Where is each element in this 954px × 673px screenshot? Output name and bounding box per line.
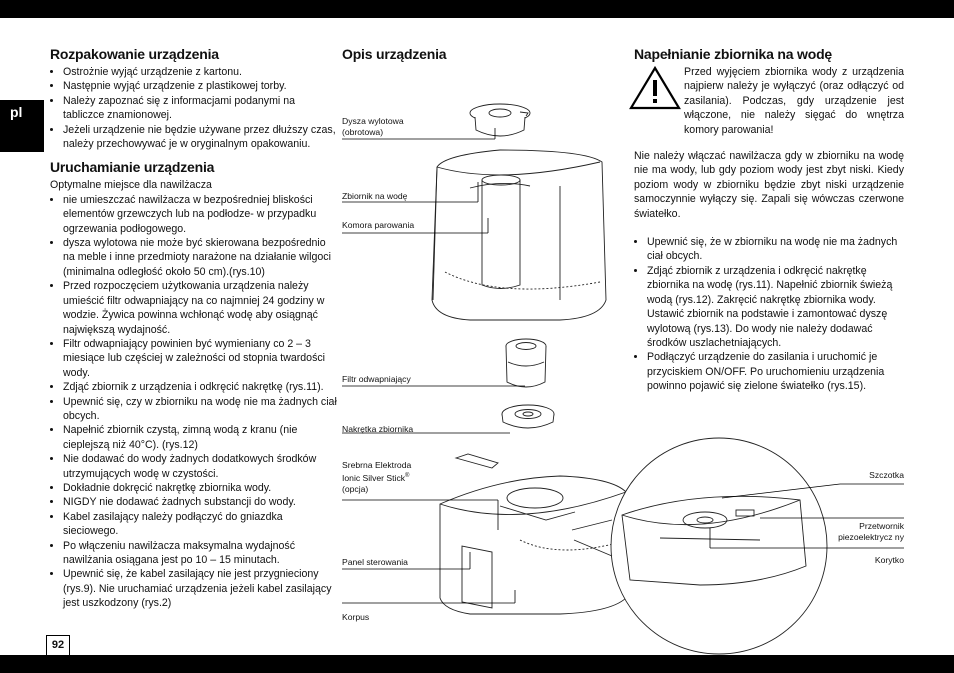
label-piezo-line2: piezoelektrycz ny — [838, 532, 904, 542]
section-title-startup: Uruchamianie urządzenia — [50, 159, 215, 176]
filter-drawing — [506, 339, 546, 387]
list-item: • Nie dodawać do wody żadnych dodatkowych środków utrzymujących wodę w czystości. — [63, 452, 337, 481]
label-piezo-line1: Przetwornik — [859, 521, 904, 531]
list-item: • Upewnić się, czy w zbiorniku na wodę nie ma żadnych ciał obcych. — [63, 395, 337, 424]
label-electrode-reg: ® — [405, 473, 410, 479]
list-item: • dysza wylotowa nie może być skierowana bezpośrednio na meble i inne przedmioty narażone na działanie wilgoci (minimalna odległość około 50 cm).(rys.10) — [63, 236, 337, 279]
list-item: • Należy zapoznać się z informacjami podanymi na tabliczce znamionowej. — [63, 94, 337, 123]
list-item: • Następnie wyjąć urządzenie z plastikowej torby. — [63, 79, 337, 93]
bottom-band — [0, 655, 954, 673]
warning-text: Przed wyjęciem zbiornika wody z urządzenia najpierw należy je wyłączyć (oraz odłączyć od zasilania). Podczas, gdy urządzenie jest włączone, nie należy sięgać do wnętrza komory parowania! — [684, 66, 904, 136]
filling-list — [634, 235, 904, 393]
column-right — [634, 46, 904, 394]
cap-drawing — [502, 405, 554, 428]
label-electrode-line1: Srebrna Elektroda — [342, 460, 412, 470]
language-tab-label: pl — [10, 104, 23, 120]
list-item: • Upewnić się, że w zbiorniku na wodę nie ma żadnych ciał obcych. — [647, 235, 904, 264]
list-item: • Upewnić się, że kabel zasilający nie jest przygnieciony (rys.9). Nie uruchamiać urządzenia jeżeli kabel zasilający jest uszkodzony (rys.2) — [63, 567, 337, 610]
list-item: • Po włączeniu nawilżacza maksymalna wydajność nawilżania osiągana jest po 10 – 15 minutach. — [63, 539, 337, 568]
nozzle-drawing — [470, 104, 530, 136]
list-item: • Podłączyć urządzenie do zasilania i uruchomić je przyciskiem ON/OFF. Po uruchomieniu urządzenia powinno pojawić się zielone światełko (rys.15). — [647, 350, 904, 393]
page-number: 92 — [46, 635, 70, 656]
label-nozzle-line1: Dysza wylotowa — [342, 116, 404, 126]
list-item: • nie umieszczać nawilżacza w bezpośredniej bliskości elementów grzewczych lub na podłodze- w przypadku ogrzewania podłogowego. — [63, 193, 337, 236]
tank-drawing — [432, 150, 606, 320]
label-brush: Szczotka — [869, 470, 904, 480]
list-item: • Zdjąć zbiornik z urządzenia i odkręcić nakrętkę zbiornika na wodę (rys.11). Napełnić zbiornik świeżą wodą (rys.12). Zakręcić nakrętkę zbiornika wody. Ustawić zbiornik na podstawie i zamontować dyszę wylotową (rys.13). Do wody nie należy dodawać środków uszlachetniających. — [647, 264, 904, 350]
list-item: • Kabel zasilający należy podłączyć do gniazdka sieciowego. — [63, 510, 337, 539]
list-item: • Dokładnie dokręcić nakrętkę zbiornika wody. — [63, 481, 337, 495]
list-item: • NIGDY nie dodawać żadnych substancji do wody. — [63, 495, 337, 509]
label-chamber: Komora parowania — [342, 220, 415, 230]
label-electrode-line2: Ionic Silver Stick — [342, 472, 406, 483]
label-body: Korpus — [342, 612, 370, 622]
warning-block — [634, 65, 904, 137]
startup-intro: Optymalne miejsce dla nawilżacza — [50, 179, 212, 192]
label-electrode — [342, 460, 411, 495]
section-title-unpacking: Rozpakowanie urządzenia — [50, 46, 219, 62]
electrode-drawing — [456, 454, 498, 468]
list-item: • Zdjąć zbiornik z urządzenia i odkręcić nakrętkę (rys.11). — [63, 380, 337, 394]
label-trough: Korytko — [874, 555, 904, 565]
list-item: • Ostrożnie wyjąć urządzenie z kartonu. — [63, 65, 337, 79]
list-item: • Jeżeli urządzenie nie będzie używane przez dłuższy czas, należy przechowywać je w oryginalnym opakowaniu. — [63, 123, 337, 152]
label-nozzle — [342, 116, 404, 138]
list-item: • Napełnić zbiornik czystą, zimną wodą z kranu (nie cieplejszą niż 40°C). (rys.12) — [63, 423, 337, 452]
label-filter: Filtr odwapniający — [342, 374, 411, 384]
low-water-paragraph: Nie należy włączać nawilżacza gdy w zbiorniku na wodę nie ma wody, lub gdy poziom wody jest zbyt niski. Kiedy poziom wody w zbiorniku będzie zbyt niski urządzenie samoczynnie wyłączy się. Zapali się wówczas czerwone światełko. — [634, 150, 904, 220]
label-piezo — [790, 521, 904, 543]
list-item: • Filtr odwapniający powinien być wymieniany co 2 – 3 miesiące lub częściej w zależności od stopnia twardości wody. — [63, 337, 337, 380]
section-title-filling: Napełnianie zbiornika na wodę — [634, 46, 833, 62]
label-cap: Nakrętka zbiornika — [342, 424, 414, 434]
label-electrode-line3: (opcja) — [342, 483, 369, 494]
label-panel: Panel sterowania — [342, 557, 408, 567]
label-nozzle-line2: (obrotowa) — [342, 127, 384, 137]
list-item: • Przed rozpoczęciem użytkowania urządzenia należy umieścić filtr odwapniający na co najmniej 24 godziny w wodzie. Żywica powinna wchłonąć wodę aby osiągnąć największą wydajność. — [63, 279, 337, 337]
section-title-description: Opis urządzenia — [342, 46, 447, 62]
label-tank: Zbiornik na wodę — [342, 191, 408, 201]
